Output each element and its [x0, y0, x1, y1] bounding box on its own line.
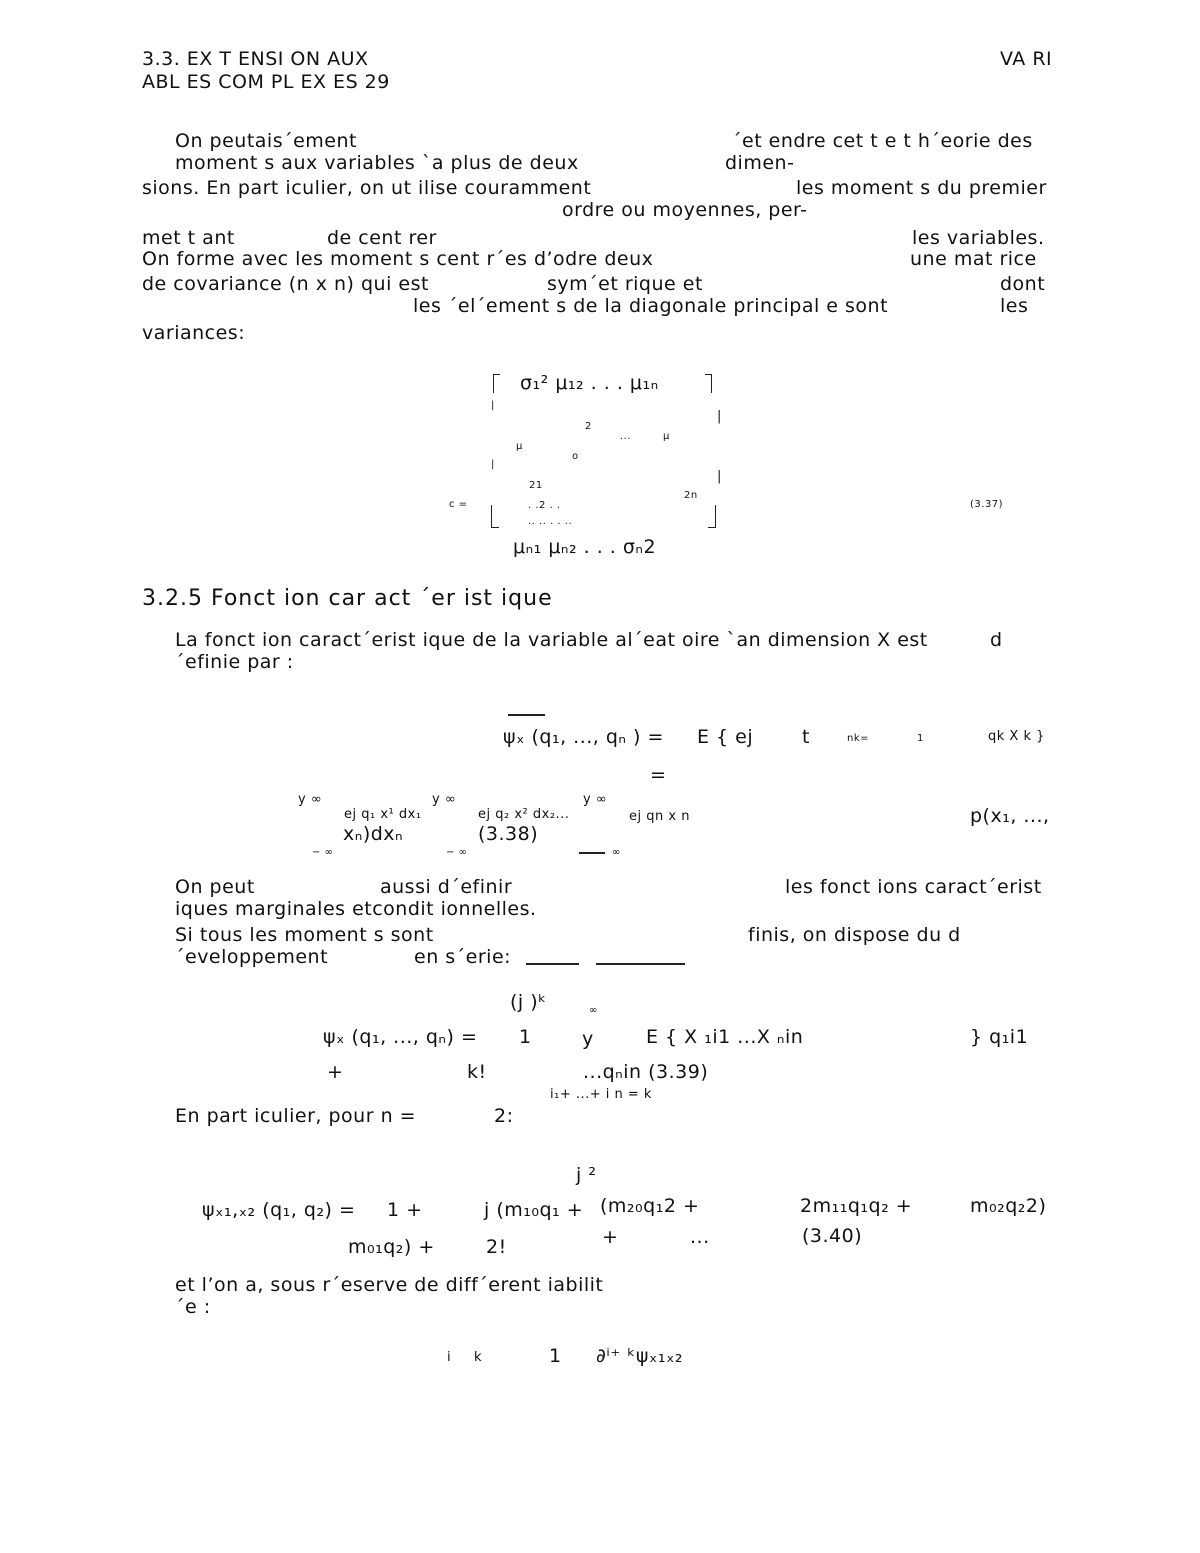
underline-rule [596, 963, 685, 965]
matrix-fragment: 21 [529, 480, 543, 491]
paragraph-line: On forme avec les moment s cent r´es d’odre deux [142, 248, 654, 270]
integral-bound: ∞ [612, 847, 621, 858]
series-term: 1 [519, 1026, 532, 1048]
equation-term: 1 [917, 733, 924, 744]
series-term: (j )ᵏ [510, 991, 547, 1013]
underline-rule [526, 963, 579, 965]
paragraph-line: dont [1000, 273, 1046, 295]
section-heading: 3.2.5 Fonct ion car act ´er ist ique [142, 586, 553, 611]
integral-term: p(x₁, ..., [970, 805, 1050, 827]
equation-term: ... [690, 1226, 710, 1248]
paragraph-line: ordre ou moyennes, per- [562, 199, 808, 221]
paragraph-line: On peut [175, 876, 255, 898]
paragraph-line: ´et endre cet t e t h´eorie des [732, 130, 1033, 152]
equation-number: (3.40) [802, 1225, 863, 1247]
integral-term: ej qn x n [629, 809, 690, 824]
series-term: y [582, 1028, 594, 1050]
series-term: ...qₙin (3.39) [583, 1061, 709, 1083]
matrix-fragment: μ [516, 441, 523, 452]
paragraph-line: sions. En part iculier, on ut ilise couramment [142, 177, 592, 199]
equation-term: qk X k } [988, 729, 1045, 744]
paragraph-line: ´eveloppement [175, 946, 329, 968]
running-header-right: VA RI [1000, 48, 1053, 70]
matrix-bracket-bottom-right [708, 505, 716, 528]
matrix-bar: | [491, 400, 495, 411]
paragraph-line: de cent rer [327, 227, 437, 249]
paragraph-line: dimen- [725, 152, 795, 174]
paragraph-line: 2: [494, 1105, 514, 1127]
matrix-fragment: μ [663, 431, 670, 442]
integral-term: ej q₂ x² dx₂... [478, 807, 570, 822]
equation-term: 2! [486, 1236, 507, 1258]
paragraph-line: de covariance (n x n) qui est [142, 273, 429, 295]
integral-term: xₙ)dxₙ [343, 823, 404, 845]
series-term: E { X ₁i1 ...X ₙin [646, 1026, 804, 1048]
matrix-label: c = [449, 499, 468, 510]
matrix-bracket-bottom-left [491, 505, 499, 528]
paragraph-line: d [990, 629, 1003, 651]
running-header-left-2: ABL ES COM PL EX ES 29 [142, 71, 390, 93]
equation-number: (3.38) [478, 823, 539, 845]
matrix-bracket-top-right [705, 374, 712, 393]
equation-term: j ² [576, 1164, 597, 1186]
paragraph-line: ´e : [175, 1296, 211, 1318]
equation-term: + [602, 1226, 619, 1248]
matrix-dots-row: .. .. . . .. [528, 516, 573, 527]
integral-term: ej q₁ x¹ dx₁ [344, 807, 422, 822]
paragraph-line: les variables. [912, 227, 1045, 249]
equation-term: ∂ⁱ⁺ ᵏψₓ₁ₓ₂ [596, 1345, 684, 1367]
equation-term: k [474, 1350, 483, 1365]
paragraph-line: moment s aux variables `a plus de deux [175, 152, 579, 174]
integral-sign: y ∞ [583, 792, 608, 807]
series-subscript: i₁+ ...+ i n = k [550, 1087, 652, 1102]
series-term: + [327, 1061, 344, 1083]
paragraph-line: finis, on dispose du d [748, 924, 961, 946]
paragraph-line: les [1000, 295, 1029, 317]
overline-rule [508, 714, 545, 716]
series-term: } q₁i1 [970, 1026, 1029, 1048]
paragraph-line: iques marginales etcondit ionnelles. [175, 898, 537, 920]
matrix-bar: | [491, 459, 495, 470]
integral-bound: − ∞ [312, 847, 334, 858]
equation-lhs: ψₓ (q₁, ..., qₙ ) = [503, 726, 664, 748]
equation-equals: = [650, 764, 667, 786]
equation-lhs: ψₓ₁,ₓ₂ (q₁, q₂) = [202, 1199, 356, 1221]
series-term: ∞ [589, 1005, 598, 1016]
matrix-fragment: 2 [585, 421, 592, 432]
paragraph-line: les moment s du premier [796, 177, 1047, 199]
matrix-last-row: μₙ₁ μₙ₂ . . . σₙ2 [513, 536, 657, 558]
paragraph-line: aussi d´efinir [380, 876, 513, 898]
paragraph-line: variances: [142, 322, 246, 344]
paragraph-line: La fonct ion caract´erist ique de la variable al´eat oire `an dimension X est [175, 629, 928, 651]
matrix-fragment: ο [572, 451, 579, 462]
matrix-row-1: σ₁² μ₁₂ . . . μ₁ₙ [520, 372, 659, 394]
integral-rule [579, 852, 605, 854]
paragraph-line: Si tous les moment s sont [175, 924, 434, 946]
equation-term: t [802, 726, 810, 748]
matrix-bar: | [717, 469, 722, 484]
equation-term: (m₂₀q₁2 + [600, 1195, 700, 1217]
matrix-bracket-top-left [493, 374, 500, 393]
equation-term: i [447, 1350, 452, 1365]
equation-term: 1 + [387, 1199, 423, 1221]
paragraph-line: une mat rice [910, 248, 1037, 270]
paragraph-line: les fonct ions caract´erist [785, 876, 1042, 898]
series-term: k! [467, 1061, 487, 1083]
equation-term: j (m₁₀q₁ + [484, 1199, 584, 1221]
matrix-fragment: ... [620, 431, 632, 442]
running-header-left-1: 3.3. EX T ENSI ON AUX [142, 48, 369, 70]
equation-term: 2m₁₁q₁q₂ + [800, 1195, 913, 1217]
paragraph-line: sym´et rique et [547, 273, 703, 295]
series-lhs: ψₓ (q₁, ..., qₙ) = [323, 1026, 478, 1048]
paragraph-line: ´efinie par : [175, 651, 294, 673]
equation-term: m₀₂q₂2) [970, 1195, 1047, 1217]
paragraph-line: On peutais´ement [175, 130, 357, 152]
matrix-bar: | [717, 409, 722, 424]
matrix-dots-row: . .2 . . [528, 500, 561, 511]
matrix-fragment: 2n [684, 490, 698, 501]
integral-sign: y ∞ [298, 792, 323, 807]
paragraph-line: En part iculier, pour n = [175, 1105, 417, 1127]
integral-sign: y ∞ [432, 792, 457, 807]
paragraph-line: et l’on a, sous r´eserve de diff´erent iabilit [175, 1274, 604, 1296]
equation-term: nk= [847, 733, 870, 744]
integral-bound: − ∞ [446, 847, 468, 858]
equation-number: (3.37) [970, 499, 1004, 510]
paragraph-line: en s´erie: [414, 946, 512, 968]
paragraph-line: met t ant [142, 227, 235, 249]
paragraph-line: les ´el´ement s de la diagonale principal e sont [413, 295, 889, 317]
equation-term: m₀₁q₂) + [348, 1236, 435, 1258]
equation-term: 1 [549, 1345, 562, 1367]
equation-term: E { ej [697, 726, 754, 748]
